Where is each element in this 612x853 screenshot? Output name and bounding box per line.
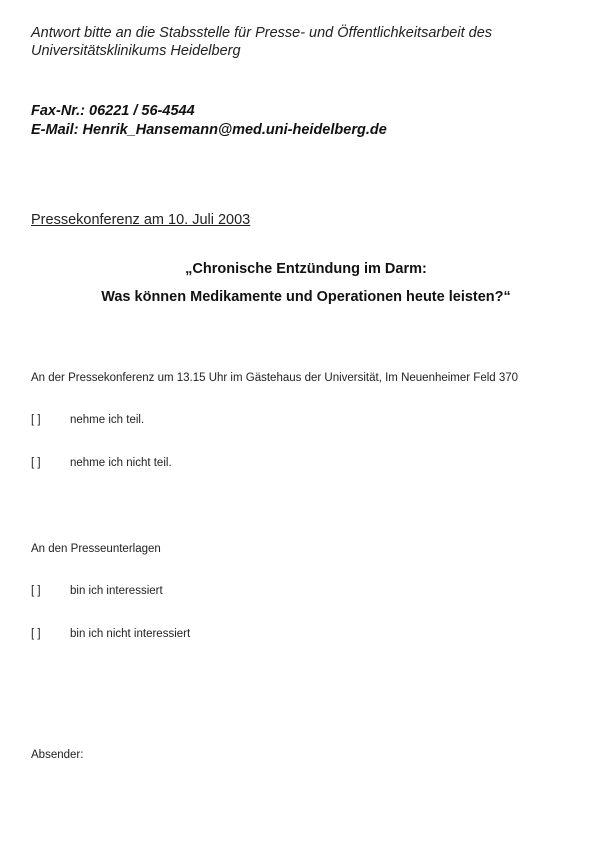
materials-interested-label: bin ich interessiert [70, 585, 163, 597]
reply-instruction [31, 24, 492, 60]
attend-no-checkbox[interactable]: [ ] [31, 457, 41, 469]
contact-block [31, 102, 387, 140]
attendance-question: An der Pressekonferenz um 13.15 Uhr im Gästehaus der Universität, Im Neuenheimer Feld 370 [31, 372, 519, 384]
materials-question: An den Presseunterlagen [31, 543, 161, 555]
reply-instruction-line-2: Universitätsklinikums Heidelberg [31, 43, 241, 59]
materials-not-interested-label: bin ich nicht interessiert [70, 628, 191, 640]
fax-number: Fax-Nr.: 06221 / 56-4544 [31, 103, 195, 119]
conference-title-line-2: Was können Medikamente und Operationen heute leisten?“ [101, 289, 511, 305]
reply-instruction-line-1: Antwort bitte an die Stabsstelle für Presse- und Öffentlichkeitsarbeit des [31, 25, 493, 41]
attend-yes-checkbox[interactable]: [ ] [31, 414, 41, 426]
attend-no-label: nehme ich nicht teil. [70, 457, 172, 469]
attend-yes-label: nehme ich teil. [70, 414, 145, 426]
press-conference-date: Pressekonferenz am 10. Juli 2003 [31, 212, 251, 228]
materials-not-interested-checkbox[interactable]: [ ] [31, 628, 41, 640]
email-address: E-Mail: Henrik_Hansemann@med.uni-heidelberg.de [31, 122, 387, 138]
sender-label: Absender: [31, 749, 84, 761]
conference-title-line-1: „Chronische Entzündung im Darm: [185, 261, 427, 277]
materials-interested-checkbox[interactable]: [ ] [31, 585, 41, 597]
